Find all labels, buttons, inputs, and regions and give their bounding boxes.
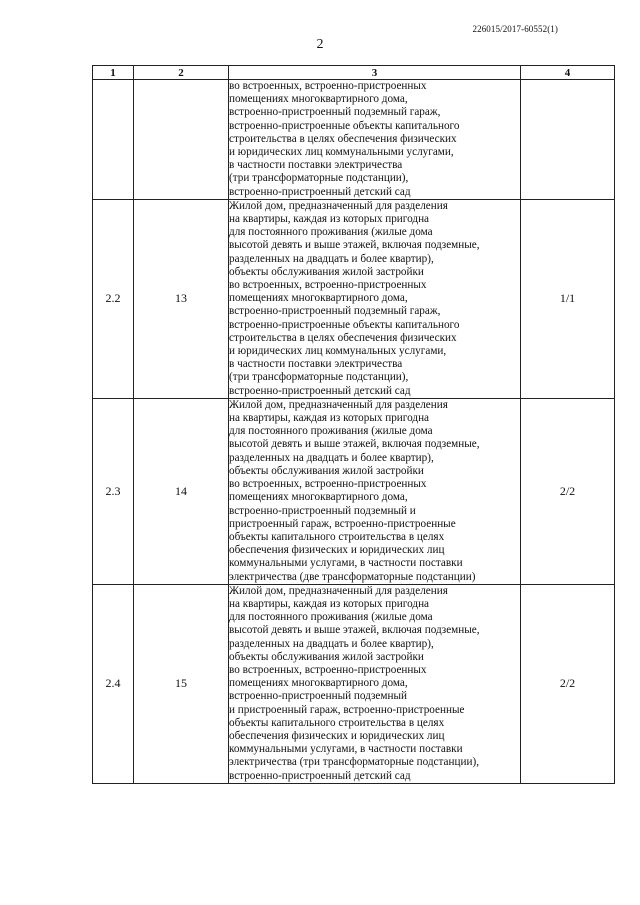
description-cell: [229, 398, 521, 584]
column-header-1: 1: [93, 66, 134, 80]
description-line: пристроенный гараж, встроенно-пристроенные: [229, 517, 456, 530]
description-line: встроенно-пристроенные объекты капитального: [229, 119, 460, 132]
description-line: на квартиры, каждая из которых пригодна: [229, 213, 430, 226]
table-row: [93, 398, 615, 584]
description-line: встроенно-пристроенный подземный и: [229, 504, 416, 517]
ratio-cell: 2/2: [521, 584, 615, 783]
code-cell: 14: [134, 398, 229, 584]
description-line: коммунальными услугами, в частности поставки: [229, 743, 463, 756]
table-row: [93, 80, 615, 200]
row-number-cell: 2.3: [93, 398, 134, 584]
column-header-4: 4: [521, 66, 615, 80]
description-line: в частности поставки электричества: [229, 358, 403, 371]
description-line: Жилой дом, предназначенный для разделения: [229, 398, 448, 411]
table-row: [93, 584, 615, 783]
description-line: на квартиры, каждая из которых пригодна: [229, 412, 430, 425]
page-number: 2: [316, 37, 324, 52]
description-line: объекты обслуживания жилой застройки: [229, 265, 424, 278]
description-line: объекты капитального строительства в целях: [229, 716, 445, 729]
description-line: электричества (три трансформаторные подстанции),: [229, 756, 479, 769]
description-line: на квартиры, каждая из которых пригодна: [229, 597, 430, 610]
description-line: и юридических лиц коммунальными услугами,: [229, 146, 454, 159]
table-body: [93, 80, 615, 784]
description-line: разделенных на двадцать и более квартир),: [229, 252, 434, 265]
description-cell: [229, 80, 521, 200]
description-line: высотой девять и выше этажей, включая подземные,: [229, 624, 480, 637]
description-line: обеспечения физических и юридических лиц: [229, 544, 445, 557]
description-line: для постоянного проживания (жилые дома: [229, 226, 433, 239]
row-number-cell: 2.4: [93, 584, 134, 783]
description-line: помещениях многоквартирного дома,: [229, 93, 408, 106]
code-cell: 15: [134, 584, 229, 783]
description-line: (три трансформаторные подстанции),: [229, 371, 409, 384]
description-line: для постоянного проживания (жилые дома: [229, 611, 433, 624]
description-line: строительства в целях обеспечения физических: [229, 132, 457, 145]
code-cell: [134, 80, 229, 200]
code-cell: 13: [134, 199, 229, 398]
description-line: и пристроенный гараж, встроенно-пристроенные: [229, 703, 465, 716]
description-line: и юридических лиц коммунальных услугами,: [229, 345, 447, 358]
description-line: встроенно-пристроенный детский сад: [229, 185, 411, 198]
table-header-row: [93, 66, 615, 80]
description-line: объекты обслуживания жилой застройки: [229, 464, 424, 477]
column-header-2: 2: [134, 66, 229, 80]
description-line: во встроенных, встроенно-пристроенных: [229, 478, 427, 491]
description-line: объекты капитального строительства в целях: [229, 530, 445, 543]
column-header-3: 3: [229, 66, 521, 80]
ratio-cell: 1/1: [521, 199, 615, 398]
description-line: строительства в целях обеспечения физических: [229, 331, 457, 344]
description-cell: [229, 199, 521, 398]
description-line: помещениях многоквартирного дома,: [229, 491, 408, 504]
document-number: 226015/2017-60552(1): [472, 24, 558, 34]
description-line: Жилой дом, предназначенный для разделения: [229, 584, 448, 597]
table-row: [93, 199, 615, 398]
description-line: разделенных на двадцать и более квартир),: [229, 637, 434, 650]
zoning-table: [92, 65, 615, 784]
row-number-cell: [93, 80, 134, 200]
description-line: встроенно-пристроенный подземный гараж,: [229, 305, 441, 318]
description-line: разделенных на двадцать и более квартир),: [229, 451, 434, 464]
ratio-cell: [521, 80, 615, 200]
description-line: обеспечения физических и юридических лиц: [229, 729, 445, 742]
description-line: во встроенных, встроенно-пристроенных: [229, 663, 427, 676]
description-line: встроенно-пристроенный подземный гараж,: [229, 106, 441, 119]
description-line: во встроенных, встроенно-пристроенных: [229, 80, 427, 92]
description-line: встроенно-пристроенный детский сад: [229, 769, 411, 782]
description-line: помещениях многоквартирного дома,: [229, 677, 408, 690]
description-line: помещениях многоквартирного дома,: [229, 292, 408, 305]
description-line: встроенно-пристроенный подземный: [229, 690, 407, 703]
row-number-cell: 2.2: [93, 199, 134, 398]
ratio-cell: 2/2: [521, 398, 615, 584]
description-line: Жилой дом, предназначенный для разделения: [229, 199, 448, 212]
description-line: для постоянного проживания (жилые дома: [229, 425, 433, 438]
description-cell: [229, 584, 521, 783]
description-line: в частности поставки электричества: [229, 159, 403, 172]
description-line: высотой девять и выше этажей, включая подземные,: [229, 239, 480, 252]
description-line: (три трансформаторные подстанции),: [229, 172, 409, 185]
description-line: встроенно-пристроенные объекты капитального: [229, 318, 460, 331]
description-line: высотой девять и выше этажей, включая подземные,: [229, 438, 480, 451]
description-line: во встроенных, встроенно-пристроенных: [229, 279, 427, 292]
description-line: встроенно-пристроенный детский сад: [229, 384, 411, 397]
description-line: объекты обслуживания жилой застройки: [229, 650, 424, 663]
description-line: электричества (две трансформаторные подстанции): [229, 570, 476, 583]
description-line: коммунальными услугами, в частности поставки: [229, 557, 463, 570]
